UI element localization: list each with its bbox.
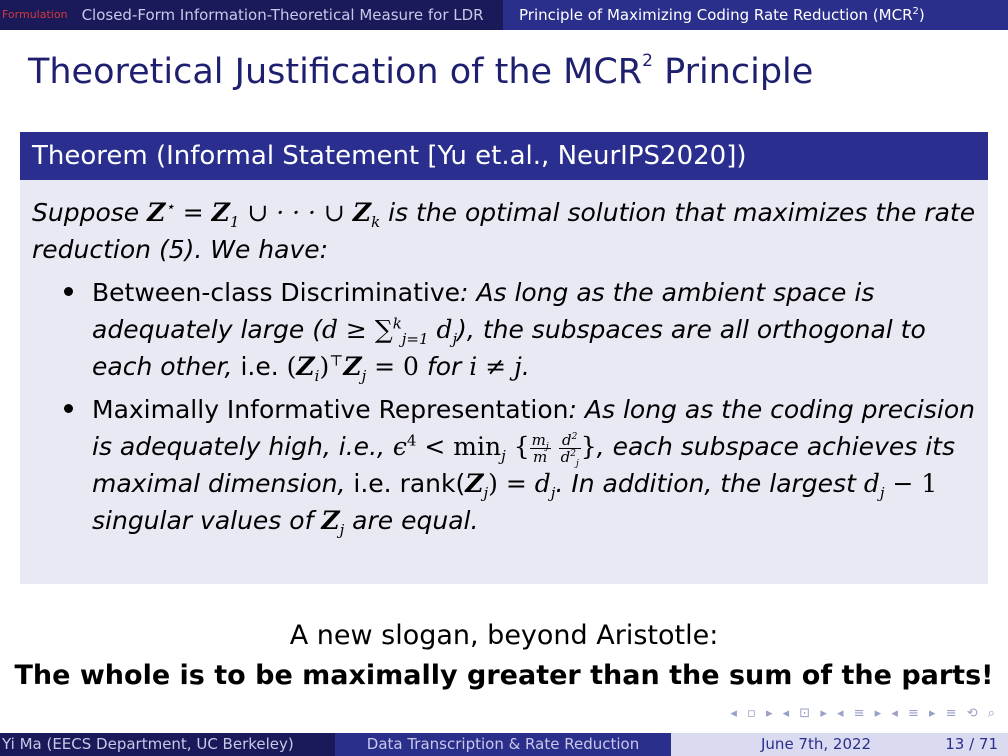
math-Zj2: Z bbox=[321, 506, 340, 535]
math-rank: rank( bbox=[391, 469, 466, 498]
math-Zi: Z bbox=[296, 352, 315, 381]
slide-title bbox=[28, 52, 813, 92]
math-Z: Z bbox=[147, 198, 166, 227]
intro-text-3: We have: bbox=[202, 235, 329, 264]
beamer-navigation-icons[interactable]: ◂ ▫ ▸ ◂ ⊡ ▸ ◂ ≡ ▸ ◂ ≡ ▸ ≡ ⟲ ⌕ bbox=[730, 706, 998, 721]
list-item bbox=[92, 391, 976, 539]
footer-right bbox=[671, 733, 1008, 756]
math-frac-1 bbox=[530, 432, 551, 465]
footer-bar bbox=[0, 733, 1008, 756]
theorem-intro bbox=[32, 194, 976, 268]
math-Z1: Z bbox=[211, 198, 230, 227]
math-sub1: 1 bbox=[229, 213, 240, 231]
item2-label: Maximally Informative Representation bbox=[92, 395, 569, 424]
section-link[interactable]: Closed-Form Information-Theoretical Measure for LDR bbox=[81, 6, 484, 24]
math-Zk: Z bbox=[352, 198, 372, 227]
item2-text: As long as the coding precision is adequately high, i.e., bbox=[92, 395, 975, 461]
math-sub-i: i bbox=[314, 367, 320, 385]
item2-text-4: singular values of bbox=[92, 506, 322, 535]
math-eqd: ) = bbox=[488, 469, 535, 498]
math-frac-2 bbox=[559, 430, 581, 469]
section-short-link[interactable]: Formulation bbox=[2, 8, 68, 21]
subsection-sup: 2 bbox=[912, 6, 919, 17]
frac2-num: d bbox=[562, 430, 572, 449]
item2-colon: : bbox=[568, 395, 577, 424]
slide-title-end: Principle bbox=[652, 52, 814, 92]
theorem-body bbox=[20, 180, 988, 584]
subsection-close: ) bbox=[918, 6, 925, 24]
theorem-items bbox=[32, 274, 976, 539]
frac2-den-sub: j bbox=[575, 458, 579, 469]
slide-title-sup: 2 bbox=[642, 51, 653, 72]
math-dj: d bbox=[534, 469, 551, 498]
math-eq0: = 0 bbox=[366, 352, 419, 381]
math-brace-open: { bbox=[505, 432, 530, 461]
math-min-sub: j bbox=[501, 447, 506, 465]
math-subk: k bbox=[371, 213, 381, 231]
math-Zj: Z bbox=[465, 469, 484, 498]
footer-talk-title: Data Transcription & Rate Reduction bbox=[335, 733, 671, 756]
math-sub-j2: j bbox=[361, 367, 367, 385]
math-ineq: i ≠ j bbox=[469, 352, 522, 381]
top-navigation-bar bbox=[0, 0, 1008, 30]
math-paren: ( bbox=[278, 352, 297, 381]
footer-author: Yi Ma (EECS Department, UC Berkeley) bbox=[0, 733, 335, 756]
frac2-num-sup: 2 bbox=[571, 431, 578, 442]
math-four: 4 bbox=[406, 431, 417, 450]
math-lt-min: < min bbox=[416, 432, 502, 461]
frac1-num-sub: j bbox=[545, 441, 549, 452]
math-sub-j2: j bbox=[550, 484, 556, 502]
math-paren-close: ) bbox=[319, 352, 330, 381]
subsection-nav[interactable] bbox=[503, 0, 1008, 30]
section-nav[interactable] bbox=[0, 0, 503, 30]
math-brace-close: } bbox=[580, 432, 597, 461]
item1-text-2: ), the subspaces are all orthogonal to each other, bbox=[92, 315, 926, 381]
theorem-heading: Theorem (Informal Statement [Yu et.al., NeurIPS2020]) bbox=[20, 132, 988, 180]
math-sub-j4: j bbox=[339, 521, 345, 539]
item1-text: As long as the ambient space is adequately large ( bbox=[92, 278, 875, 344]
math-d: d bbox=[321, 315, 338, 344]
subsection-link[interactable]: Principle of Maximizing Coding Rate Reduction (MCR bbox=[519, 6, 913, 24]
math-eps: ϵ bbox=[392, 432, 407, 461]
item1-ie: i.e. bbox=[240, 352, 279, 381]
intro-text-2: is the optimal solution that maximizes the rate reduction (5). bbox=[32, 198, 976, 264]
math-cup: ∪ · · · ∪ bbox=[239, 198, 353, 227]
math-geq: ≥ bbox=[337, 315, 375, 344]
math-Zj: Z bbox=[343, 352, 362, 381]
intro-text: Suppose bbox=[32, 198, 140, 227]
list-item bbox=[92, 274, 976, 385]
item1-label: Between-class Discriminative bbox=[92, 278, 460, 307]
item1-colon: : bbox=[460, 278, 469, 307]
slogan-line-2: The whole is to be maximally greater than the sum of the parts! bbox=[14, 660, 994, 691]
math-dj1: d bbox=[863, 469, 880, 498]
frac1-den: m bbox=[533, 447, 548, 466]
math-sub-j: j bbox=[483, 484, 489, 502]
frac1-num: m bbox=[531, 430, 546, 449]
math-transpose: ⊤ bbox=[329, 351, 344, 370]
slide-title-text: Theoretical Justification of the MCR bbox=[28, 52, 643, 92]
math-minus: − 1 bbox=[884, 469, 938, 498]
math-eq: = bbox=[174, 198, 212, 227]
frac2-den: d bbox=[560, 447, 571, 466]
item2-text-2: , each subspace achieves its maximal dimension, bbox=[92, 432, 955, 498]
math-star: ⋆ bbox=[165, 197, 175, 216]
footer-page-number: 13 / 71 bbox=[945, 735, 998, 753]
slogan-line-1: A new slogan, beyond Aristotle: bbox=[289, 620, 719, 651]
math-sum-top: k bbox=[392, 314, 402, 333]
footer-date: June 7th, 2022 bbox=[761, 735, 872, 753]
math-sub-j: j bbox=[452, 330, 458, 348]
item2-ie: i.e. bbox=[353, 469, 392, 498]
item1-text-4: . bbox=[521, 352, 530, 381]
frac2-den-sup: 2 bbox=[570, 448, 576, 459]
item2-text-5: are equal. bbox=[344, 506, 479, 535]
math-sum: ∑ bbox=[374, 315, 393, 344]
math-dj: d bbox=[436, 315, 453, 344]
math-sub-j3: j bbox=[879, 484, 885, 502]
item1-text-3: for bbox=[418, 352, 470, 381]
item2-text-3: . In addition, the largest bbox=[555, 469, 864, 498]
bullet-icon bbox=[64, 287, 73, 296]
math-sum-bot: j=1 bbox=[401, 330, 429, 348]
bullet-icon bbox=[64, 404, 73, 413]
